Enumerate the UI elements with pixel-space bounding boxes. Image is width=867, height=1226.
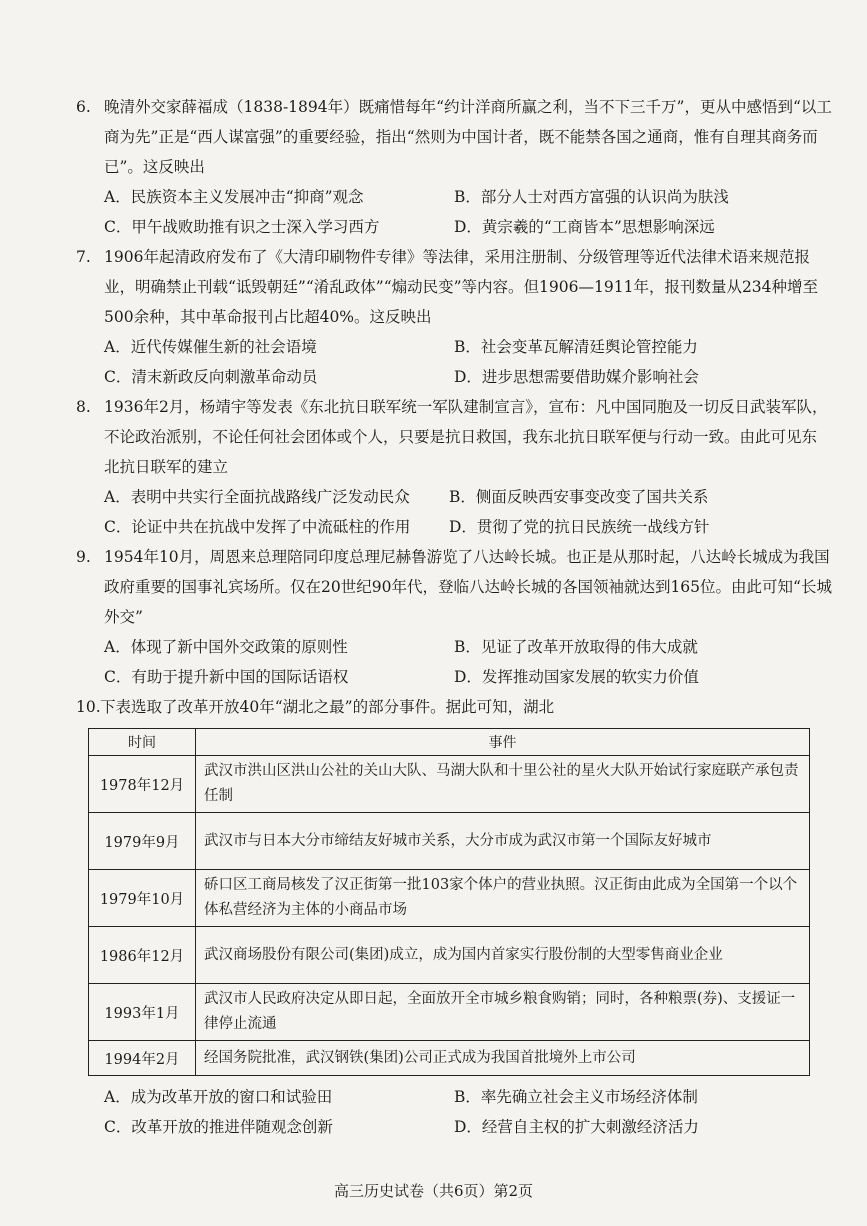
question-stem xyxy=(76,242,832,332)
page-footer: 高三历史试卷（共6页）第2页 xyxy=(333,1182,534,1200)
option-b: B．部分人士对西方富强的认识尚为肤浅 xyxy=(454,188,729,206)
question-number: 9. xyxy=(76,548,91,566)
question-text: 下表选取了改革开放40年“湖北之最”的部分事件。据此可知，湖北 xyxy=(100,698,555,716)
option-a: A．成为改革开放的窗口和试验田 xyxy=(104,1088,333,1106)
question-10 xyxy=(76,692,832,1142)
option-c: C．清末新政反向刺激革命动员 xyxy=(104,368,318,386)
question-stem xyxy=(76,392,832,482)
option-a: A．民族资本主义发展冲击“抑商”观念 xyxy=(104,188,364,206)
table-row xyxy=(89,756,810,813)
header-event: 事件 xyxy=(196,729,810,756)
question-number: 10. xyxy=(76,698,101,716)
option-a: A．表明中共实行全面抗战路线广泛发动民众 xyxy=(104,488,410,506)
events-table xyxy=(88,728,810,1076)
table-row xyxy=(89,870,810,927)
row-time: 1979年9月 xyxy=(89,813,196,870)
question-number: 7. xyxy=(76,248,91,266)
option-list xyxy=(76,482,832,542)
option-d: D．贯彻了党的抗日民族统一战线方针 xyxy=(449,518,710,536)
option-d: D．经营自主权的扩大刺激经济活力 xyxy=(454,1118,699,1136)
option-list xyxy=(76,1082,832,1142)
option-a: A．近代传媒催生新的社会语境 xyxy=(104,338,317,356)
question-7 xyxy=(76,242,832,392)
option-d: D．进步思想需要借助媒介影响社会 xyxy=(454,368,699,386)
row-time: 1994年2月 xyxy=(89,1041,196,1076)
row-event: 武汉商场股份有限公司(集团)成立，成为国内首家实行股份制的大型零售商业企业 xyxy=(196,927,810,984)
table-row xyxy=(89,1041,810,1076)
question-stem xyxy=(76,92,832,182)
option-b: B．侧面反映西安事变改变了国共关系 xyxy=(449,488,709,506)
option-d: D．黄宗羲的“工商皆本”思想影响深远 xyxy=(454,218,715,236)
option-b: B．社会变革瓦解清廷舆论管控能力 xyxy=(454,338,698,356)
header-time: 时间 xyxy=(89,729,196,756)
row-event: 经国务院批准，武汉钢铁(集团)公司正式成为我国首批境外上市公司 xyxy=(196,1041,810,1076)
row-time: 1978年12月 xyxy=(89,756,196,813)
question-8 xyxy=(76,392,832,542)
question-text: 晚清外交家薛福成（1838-1894年）既痛惜每年“约计洋商所赢之利，当不下三千万”，更从中感悟到“以工商为先”正是“西人谋富强”的重要经验，指出“然则为中国计者，既不能禁各国之通商，惟有自理其商务而已”。这反映出 xyxy=(104,98,832,176)
question-text: 1954年10月，周恩来总理陪同印度总理尼赫鲁游览了八达岭长城。也正是从那时起，八达岭长城成为我国政府重要的国事礼宾场所。仅在20世纪90年代，登临八达岭长城的各国领袖就达到165位。由此可知“长城外交” xyxy=(104,548,832,626)
row-time: 1986年12月 xyxy=(89,927,196,984)
question-6 xyxy=(76,92,832,242)
row-event: 硚口区工商局核发了汉正街第一批103家个体户的营业执照。汉正街由此成为全国第一个以个体私营经济为主体的小商品市场 xyxy=(196,870,810,927)
events-table-wrapper xyxy=(88,728,810,1076)
option-c: C．论证中共在抗战中发挥了中流砥柱的作用 xyxy=(104,518,411,536)
question-stem xyxy=(76,542,832,632)
table-header-row xyxy=(89,729,810,756)
question-list xyxy=(76,92,832,1142)
question-text: 1906年起清政府发布了《大清印刷物件专律》等法律，采用注册制、分级管理等近代法律术语来规范报业，明确禁止刊载“诋毁朝廷”“淆乱政体”“煽动民变”等内容。但1906—1911年，报刊数量从234种增至500余种，其中革命报刊占比超40%。这反映出 xyxy=(104,248,819,326)
option-list xyxy=(76,182,832,242)
option-list xyxy=(76,632,832,692)
option-b: B．见证了改革开放取得的伟大成就 xyxy=(454,638,698,656)
option-c: C．有助于提升新中国的国际话语权 xyxy=(104,668,349,686)
row-event: 武汉市人民政府决定从即日起，全面放开全市城乡粮食购销；同时，各种粮票(券)、支援证一律停止流通 xyxy=(196,984,810,1041)
option-c: C．改革开放的推进伴随观念创新 xyxy=(104,1118,333,1136)
row-event: 武汉市与日本大分市缔结友好城市关系，大分市成为武汉市第一个国际友好城市 xyxy=(196,813,810,870)
table-row xyxy=(89,927,810,984)
question-stem xyxy=(76,692,832,722)
table-row xyxy=(89,813,810,870)
table-row xyxy=(89,984,810,1041)
option-d: D．发挥推动国家发展的软实力价值 xyxy=(454,668,699,686)
row-time: 1993年1月 xyxy=(89,984,196,1041)
option-a: A．体现了新中国外交政策的原则性 xyxy=(104,638,348,656)
question-9 xyxy=(76,542,832,692)
row-time: 1979年10月 xyxy=(89,870,196,927)
option-b: B．率先确立社会主义市场经济体制 xyxy=(454,1088,698,1106)
question-number: 8. xyxy=(76,398,91,416)
option-list xyxy=(76,332,832,392)
question-text: 1936年2月，杨靖宇等发表《东北抗日联军统一军队建制宣言》，宣布：凡中国同胞及一切反日武装军队，不论政治派别，不论任何社会团体或个人，只要是抗日救国，我东北抗日联军便与行动一致。由此可见东北抗日联军的建立 xyxy=(104,398,828,476)
row-event: 武汉市洪山区洪山公社的关山大队、马湖大队和十里公社的星火大队开始试行家庭联产承包责任制 xyxy=(196,756,810,813)
option-c: C．甲午战败助推有识之士深入学习西方 xyxy=(104,218,380,236)
question-number: 6. xyxy=(76,98,91,116)
